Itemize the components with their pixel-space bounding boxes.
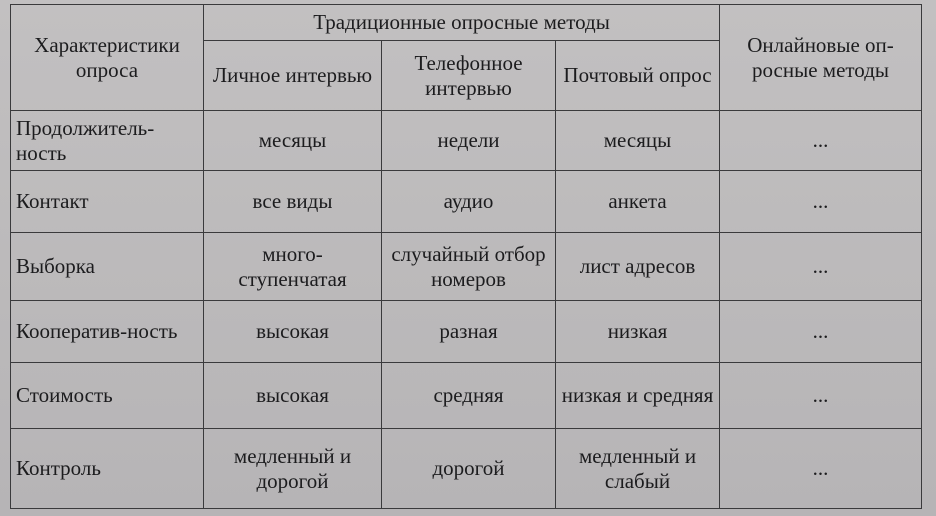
cell-online: ... bbox=[720, 233, 922, 301]
row-label: Стоимость bbox=[11, 363, 204, 429]
cell-online: ... bbox=[720, 171, 922, 233]
table-row bbox=[11, 233, 922, 301]
row-label: Выборка bbox=[11, 233, 204, 301]
table-row bbox=[11, 111, 922, 171]
cell-personal: много-ступенчатая bbox=[204, 233, 382, 301]
header-personal-interview: Личное интервью bbox=[204, 41, 382, 111]
cell-online: ... bbox=[720, 111, 922, 171]
cell-personal: высокая bbox=[204, 363, 382, 429]
header-online-methods: Онлайновые оп-росные методы bbox=[720, 5, 922, 111]
cell-personal: высокая bbox=[204, 301, 382, 363]
cell-mail: медленный и слабый bbox=[556, 429, 720, 509]
row-label: Контроль bbox=[11, 429, 204, 509]
cell-personal: медленный и дорогой bbox=[204, 429, 382, 509]
table-row bbox=[11, 171, 922, 233]
cell-mail: лист адресов bbox=[556, 233, 720, 301]
cell-online: ... bbox=[720, 301, 922, 363]
header-traditional-methods: Традиционные опросные методы bbox=[204, 5, 720, 41]
survey-methods-table bbox=[10, 4, 922, 509]
cell-online: ... bbox=[720, 363, 922, 429]
cell-mail: низкая и средняя bbox=[556, 363, 720, 429]
cell-online: ... bbox=[720, 429, 922, 509]
cell-phone: дорогой bbox=[382, 429, 556, 509]
cell-personal: месяцы bbox=[204, 111, 382, 171]
header-mail-survey: Почтовый опрос bbox=[556, 41, 720, 111]
table-row bbox=[11, 363, 922, 429]
header-phone-interview: Телефонное интервью bbox=[382, 41, 556, 111]
cell-phone: разная bbox=[382, 301, 556, 363]
cell-mail: месяцы bbox=[556, 111, 720, 171]
header-characteristics: Характеристики опроса bbox=[11, 5, 204, 111]
cell-phone: недели bbox=[382, 111, 556, 171]
table-row bbox=[11, 429, 922, 509]
row-label: Продолжитель-ность bbox=[11, 111, 204, 171]
row-label: Кооператив-ность bbox=[11, 301, 204, 363]
cell-phone: средняя bbox=[382, 363, 556, 429]
header-row-1 bbox=[11, 5, 922, 41]
cell-phone: случайный отбор номеров bbox=[382, 233, 556, 301]
row-label: Контакт bbox=[11, 171, 204, 233]
cell-phone: аудио bbox=[382, 171, 556, 233]
cell-personal: все виды bbox=[204, 171, 382, 233]
cell-mail: низкая bbox=[556, 301, 720, 363]
table-row bbox=[11, 301, 922, 363]
cell-mail: анкета bbox=[556, 171, 720, 233]
